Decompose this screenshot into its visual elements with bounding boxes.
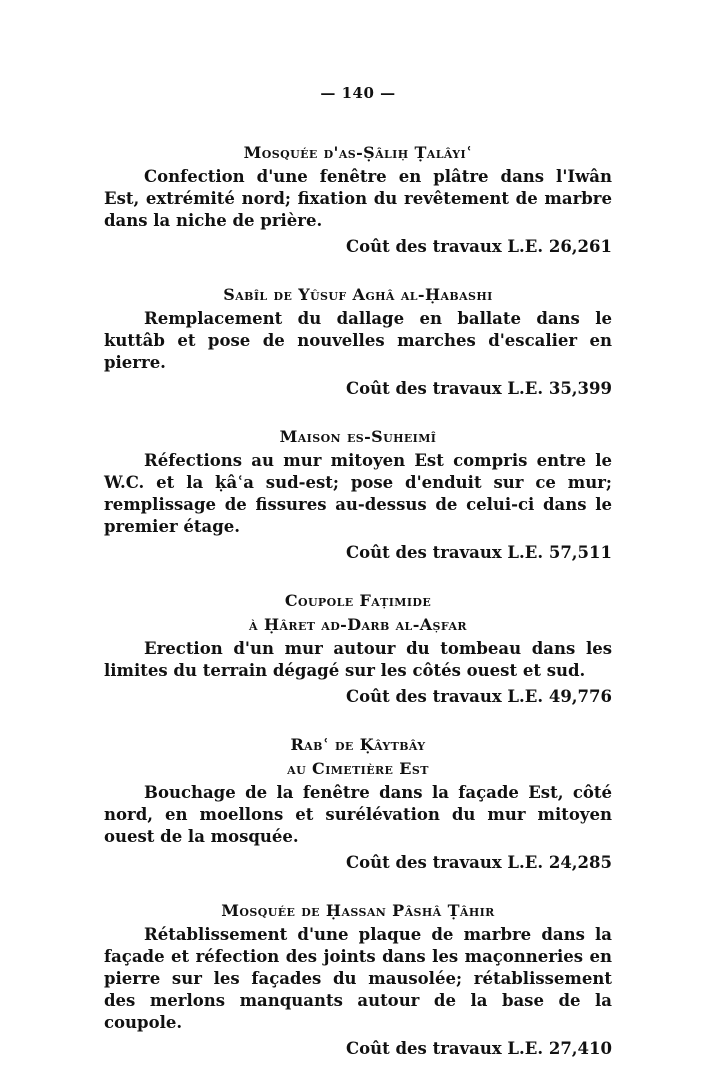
section-body: Confection d'une fenêtre en plâtre dans l'Iwân Est, extrémité nord; fixation du revêtement de marbre dans la niche de prière. [104, 167, 612, 230]
section-maison-suheimi [104, 426, 612, 564]
section-rab-qaytbay [104, 734, 612, 874]
section-coupole-fatimide [104, 590, 612, 708]
section-sabil-yusuf-agha [104, 284, 612, 400]
section-cost: Coût des travaux L.E. 49,776 [346, 687, 612, 706]
section-hassan-pasha-tahir [104, 900, 612, 1060]
section-heading: Maison es-Suheimî [279, 427, 437, 446]
section-subheading: au Cimetière Est [287, 759, 429, 778]
section-body: Bouchage de la fenêtre dans la façade Est, côté nord, en moellons et surélévation du mur mitoyen ouest de la mosquée. [104, 783, 612, 846]
section-cost: Coût des travaux L.E. 35,399 [346, 379, 612, 398]
document-page [104, 84, 612, 1086]
section-body: Erection d'un mur autour du tombeau dans les limites du terrain dégagé sur les côtés ouest et sud. [104, 639, 612, 680]
section-cost: Coût des travaux L.E. 24,285 [346, 853, 612, 872]
section-heading: Mosquée d'as-Ṣâliḥ Ṭalâyiʿ [243, 143, 473, 162]
section-heading: Sabîl de Yûsuf Aghâ al-Ḥabashi [223, 285, 493, 304]
section-body: Rétablissement d'une plaque de marbre dans la façade et réfection des joints dans les maçonneries en pierre sur les façades du mausolée; rétablissement des merlons manquants autour de la base de la coupole. [104, 925, 612, 1032]
section-subheading: à Ḥâret ad-Darb al-Aṣfar [249, 615, 467, 634]
section-heading: Mosquée de Ḥassan Pâshâ Ṭâhir [221, 901, 495, 920]
section-body: Remplacement du dallage en ballate dans le kuttâb et pose de nouvelles marches d'escalier en pierre. [104, 309, 612, 372]
section-cost: Coût des travaux L.E. 57,511 [346, 543, 612, 562]
section-body: Réfections au mur mitoyen Est compris entre le W.C. et la ḳâʿa sud-est; pose d'enduit sur ce mur; remplissage de fissures au-dessus de celui-ci dans le premier étage. [104, 451, 612, 536]
section-heading: Coupole Faṭimide [284, 591, 432, 610]
section-salih-talayi [104, 142, 612, 258]
section-cost: Coût des travaux L.E. 27,410 [346, 1039, 612, 1058]
page-number: — 140 — [320, 84, 396, 102]
section-heading: Rabʿ de Ḳâytbây [290, 735, 426, 754]
section-cost: Coût des travaux L.E. 26,261 [346, 237, 612, 256]
